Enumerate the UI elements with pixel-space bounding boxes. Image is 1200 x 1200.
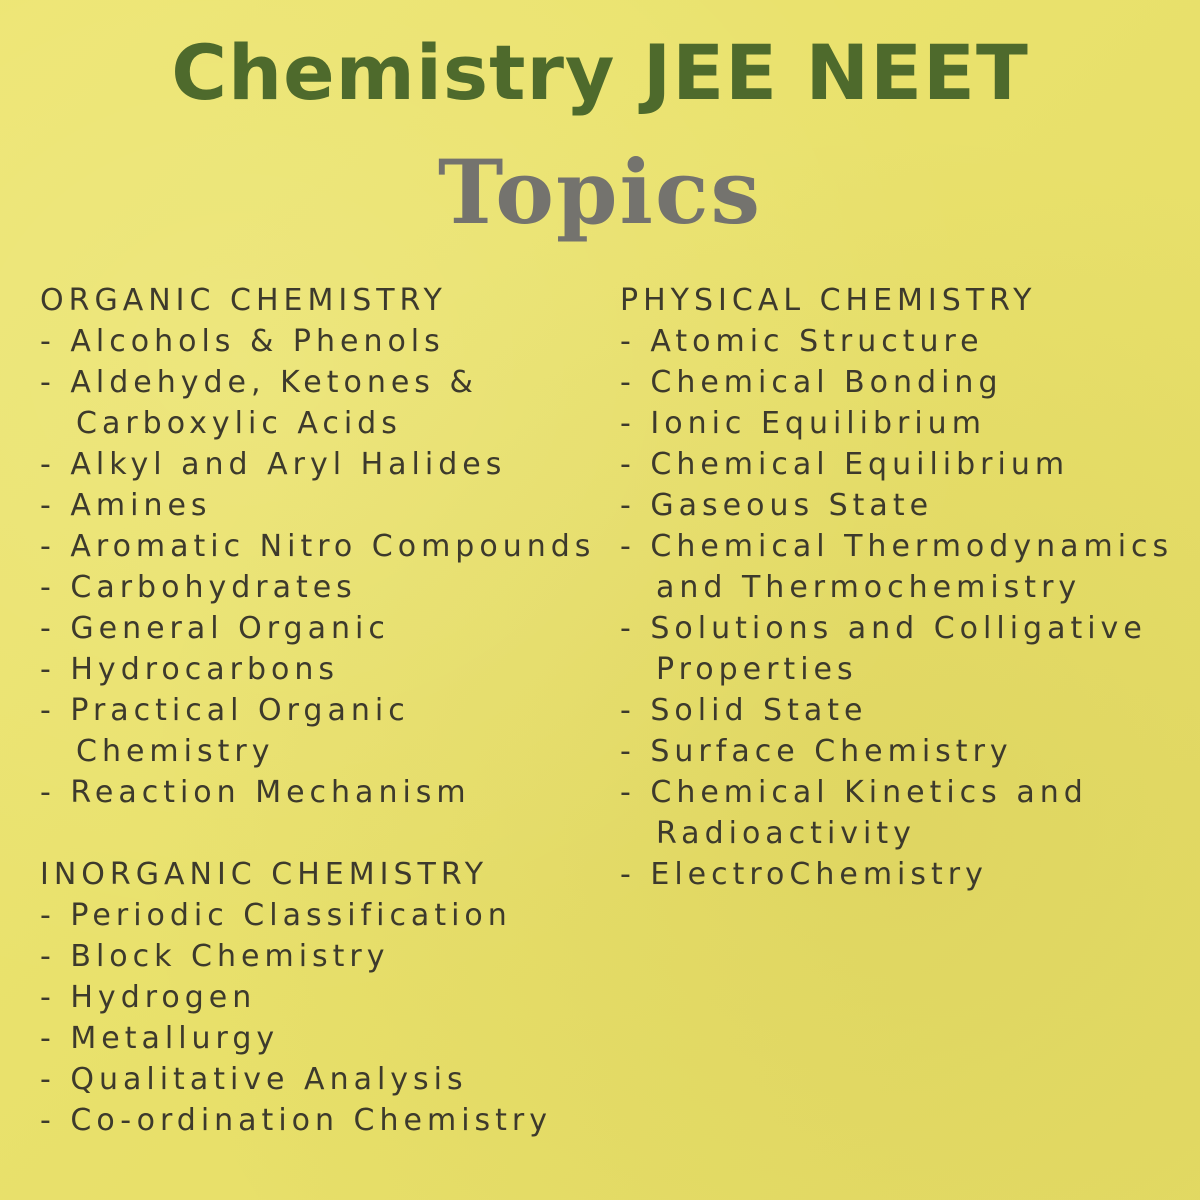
topic-list-item: - Solid State (620, 690, 1180, 731)
topic-list-item: - Chemical Kinetics and Radioactivity (620, 772, 1180, 854)
topic-list-item: - Aldehyde, Ketones & Carboxylic Acids (40, 362, 610, 444)
topic-list-item: - Gaseous State (620, 485, 1180, 526)
topic-list-item: - Qualitative Analysis (40, 1059, 610, 1100)
topic-list-item: - Surface Chemistry (620, 731, 1180, 772)
page-title: Chemistry JEE NEET (171, 28, 1029, 117)
topic-list-item: - Carbohydrates (40, 567, 610, 608)
topic-list-item: - General Organic (40, 608, 610, 649)
physical-section (620, 280, 1188, 895)
topic-list-item: - Co-ordination Chemistry (40, 1100, 610, 1141)
organic-list (40, 321, 610, 813)
physical-list (620, 321, 1188, 895)
topic-list-item: - Chemical Bonding (620, 362, 1180, 403)
topic-list-item: - Chemical Equilibrium (620, 444, 1180, 485)
inorganic-section (40, 854, 610, 1141)
topic-list-item: - Block Chemistry (40, 936, 610, 977)
topic-list-item: - Ionic Equilibrium (620, 403, 1180, 444)
organic-heading: ORGANIC CHEMISTRY (40, 283, 447, 318)
topic-list-item: - Practical Organic Chemistry (40, 690, 610, 772)
right-column (620, 280, 1188, 895)
page-subtitle: Topics (437, 140, 763, 244)
topic-list-item: - Hydrogen (40, 977, 610, 1018)
organic-section (40, 280, 610, 813)
inorganic-heading: INORGANIC CHEMISTRY (40, 857, 489, 892)
topic-list-item: - Atomic Structure (620, 321, 1180, 362)
left-column (40, 280, 610, 1141)
topic-list-item: - Solutions and Colligative Properties (620, 608, 1180, 690)
topic-list-item: - Reaction Mechanism (40, 772, 610, 813)
inorganic-list (40, 895, 610, 1141)
physical-heading: PHYSICAL CHEMISTRY (620, 283, 1037, 318)
topic-list-item: - Amines (40, 485, 610, 526)
topic-list-item: - Metallurgy (40, 1018, 610, 1059)
topic-list-item: - ElectroChemistry (620, 854, 1180, 895)
topic-list-item: - Periodic Classification (40, 895, 610, 936)
topic-list-item: - Alkyl and Aryl Halides (40, 444, 610, 485)
topic-list-item: - Aromatic Nitro Compounds (40, 526, 610, 567)
topic-list-item: - Alcohols & Phenols (40, 321, 610, 362)
topic-list-item: - Chemical Thermodynamics and Thermochemistry (620, 526, 1180, 608)
topic-list-item: - Hydrocarbons (40, 649, 610, 690)
